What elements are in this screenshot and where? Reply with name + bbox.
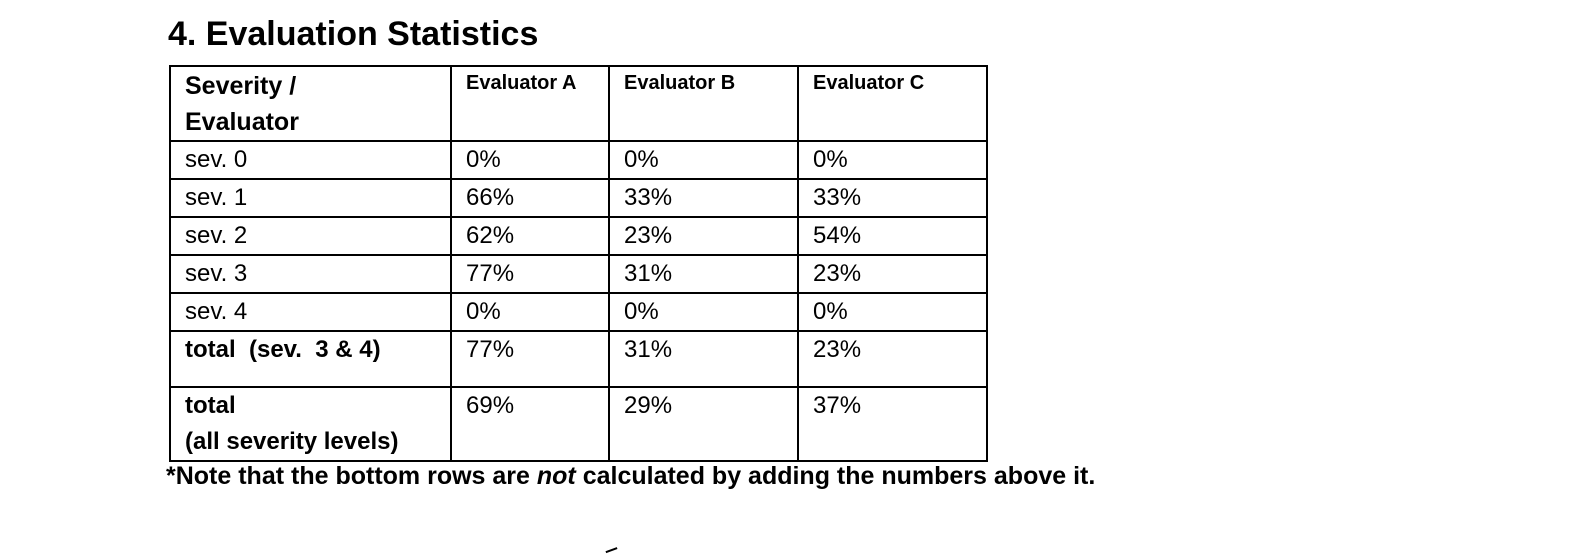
table-footnote <box>166 458 1095 494</box>
table-cell: 31% <box>609 255 798 293</box>
row-label <box>170 387 451 461</box>
row-label: sev. 0 <box>170 141 451 179</box>
table-cell: 23% <box>609 217 798 255</box>
table-cell: 23% <box>798 255 987 293</box>
table-row-total-all <box>170 387 987 461</box>
table-cell: 0% <box>609 293 798 331</box>
note-emphasis: not <box>536 462 576 490</box>
cropped-mark <box>606 547 619 556</box>
table-row-total-severe <box>170 331 987 387</box>
table-header-row <box>170 66 987 141</box>
table-cell: 33% <box>798 179 987 217</box>
table-cell: 33% <box>609 179 798 217</box>
table-cell: 0% <box>451 141 609 179</box>
row-label: sev. 3 <box>170 255 451 293</box>
table-row-sev-0 <box>170 141 987 179</box>
table-cell: 62% <box>451 217 609 255</box>
table-cell: 0% <box>798 293 987 331</box>
table-cell: 66% <box>451 179 609 217</box>
header-evaluator-a: Evaluator A <box>451 66 609 141</box>
table-cell: 77% <box>451 255 609 293</box>
table-row-sev-4 <box>170 293 987 331</box>
section-heading: 4. Evaluation Statistics <box>168 15 539 53</box>
header-evaluator-b: Evaluator B <box>609 66 798 141</box>
header-corner-line1: Severity / <box>185 72 297 100</box>
table-cell: 69% <box>451 387 609 461</box>
header-evaluator-c: Evaluator C <box>798 66 987 141</box>
evaluation-statistics-table <box>169 65 988 462</box>
table-row-sev-2 <box>170 217 987 255</box>
table-cell: 37% <box>798 387 987 461</box>
row-label: sev. 4 <box>170 293 451 331</box>
table-cell: 54% <box>798 217 987 255</box>
table-cell: 0% <box>609 141 798 179</box>
note-suffix: calculated by adding the numbers above it. <box>575 462 1096 490</box>
header-corner-cell <box>170 66 451 141</box>
note-prefix: *Note that the bottom rows are <box>166 462 537 490</box>
row-label: sev. 2 <box>170 217 451 255</box>
total-all-label-line1: total <box>185 392 236 419</box>
table-cell: 29% <box>609 387 798 461</box>
table-cell: 0% <box>798 141 987 179</box>
table-row-sev-3 <box>170 255 987 293</box>
total-all-label-line2: (all severity levels) <box>185 428 399 455</box>
table-cell: 0% <box>451 293 609 331</box>
table-cell: 31% <box>609 331 798 387</box>
header-corner-line2: Evaluator <box>185 108 299 136</box>
row-label: total (sev. 3 & 4) <box>170 331 451 387</box>
table-cell: 23% <box>798 331 987 387</box>
table-cell: 77% <box>451 331 609 387</box>
row-label: sev. 1 <box>170 179 451 217</box>
table-row-sev-1 <box>170 179 987 217</box>
